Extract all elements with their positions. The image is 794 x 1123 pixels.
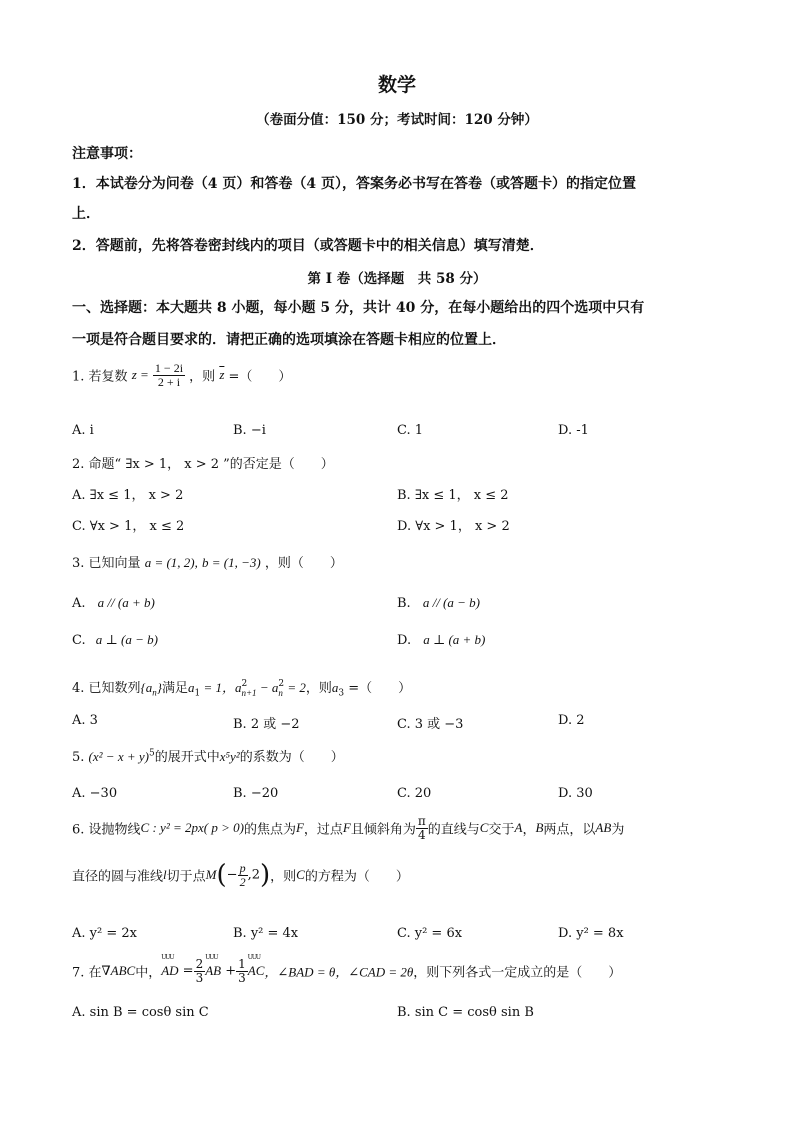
section-intro-2: 一项是符合题目要求的．请把正确的选项填涂在答题卡相应的位置上． [72,332,506,348]
q6-line1f: 交于 [488,822,515,838]
q6-B: B [535,820,544,836]
q7-cond-2: ，∠CAD = 2θ [335,964,414,980]
q6-line1h: 为 [611,822,625,838]
q2-option-c[interactable]: C. ∀x > 1， x ≤ 2 [72,519,185,534]
q7-mid: 中， [135,965,162,981]
question-6-line-2 [72,860,409,891]
q6-line2b: 切于点 [166,869,206,885]
q4-cond-sub: 1 [194,688,201,699]
q6-paren-close: ) [259,860,271,891]
q4-cond-tail: = 1， [200,680,235,695]
q6-parabola: C : y² = 2px( p > 0) [140,820,244,836]
q1-option-c[interactable]: C. 1 [397,423,424,438]
q6-AB: AB [595,820,612,836]
q7-frac-2 [236,958,248,984]
q6-line1g: 两点，以 [543,822,596,838]
q6-p-half [238,862,248,888]
q7-frac-1 [194,958,206,984]
q3-prefix: 3. 已知向量 [72,556,141,571]
q4-option-b[interactable]: B. 2 或 −2 [233,717,300,732]
q2-option-d[interactable]: D. ∀x > 1， x > 2 [397,519,510,534]
section-title: 第 I 卷（选择题 共 58 分） [307,271,487,287]
q1-eq: =（ ） [228,369,292,385]
q3-option-d-expr: a ⊥ (a + b) [423,632,486,647]
q4-ask-sub: 3 [338,688,345,699]
q5-text: 的展开式中 [154,750,220,765]
q6-l: l [163,867,167,883]
q6-line1d: 且倾斜角为 [350,822,416,838]
q6-line1e: 的直线与 [427,822,480,838]
question-3 [72,552,343,571]
q7-option-b[interactable]: B. sin C = cosθ sin B [397,1005,534,1020]
q3-option-d-label: D. [397,633,412,648]
q1-prefix: 1. 若复数 [72,369,128,385]
question-7 [72,958,621,984]
q7-eq: = [178,963,194,979]
q5-option-b[interactable]: B. −20 [233,786,279,801]
question-6-line-1 [72,815,624,841]
q6-angle [416,815,428,841]
q5-option-c[interactable]: C. 20 [397,786,432,801]
q1-z: z = [131,367,149,383]
q7-f1-num: 2 [195,957,204,971]
question-1 [72,362,291,388]
q3-option-a-label: A. [72,596,86,611]
q6-F: F [295,820,304,836]
q4-rec-indices-1 [241,680,256,698]
notes-line-1: 1．本试卷分为问卷（4 页）和答卷（4 页），答案务必书写在答卷（或答题卡）的指定位置 [72,176,636,192]
q5-option-d[interactable]: D. 30 [558,786,593,801]
q4-option-c[interactable]: C. 3 或 −3 [397,717,464,732]
q3-option-a-expr: a // (a + b) [97,595,155,610]
q5-term: x⁵y² [219,749,240,764]
q7-f2-num: 1 [238,957,246,971]
q4-ask: ，则 [305,681,332,696]
q4-seq-sub: n [152,687,157,698]
exam-info: （卷面分值：150 分；考试时间：120 分钟） [256,112,538,128]
q6-line2d: ，则 [270,869,297,885]
notes-line-1-cont: 上． [72,206,100,222]
q6-line1a: 6. 设抛物线 [72,822,141,838]
q1-fraction [153,362,185,388]
q6-C: C [479,820,489,836]
q5-power: 5 [148,748,155,759]
question-2: 2. 命题“ ∃x > 1， x > 2 ”的否定是（ ） [72,457,334,472]
q1-option-d[interactable]: D. -1 [558,423,589,438]
q4-rec-tail: = 2 [284,680,306,695]
q7-option-a[interactable]: A. sin B = cosθ sin C [72,1005,209,1020]
q6-option-b[interactable]: B. y² = 4x [233,926,299,941]
page-title: 数学 [377,74,416,96]
q4-rec-sup-2: 2 [278,678,285,689]
section-intro-1: 一、选择题：本大题共 8 小题，每小题 5 分，共计 40 分，在每小题给出的四个选项中只有 [72,300,645,316]
q3-vector-b: b = (1, −3) [202,555,261,570]
q4-rec-a: a [234,680,242,695]
q6-option-c[interactable]: C. y² = 6x [397,926,463,941]
q7-tail: ，则下列各式一定成立的是（ ） [413,965,622,981]
q4-cond: a [187,680,195,695]
q6-C-2: C [296,867,305,883]
q3-tail: ，则（ ） [264,556,343,571]
q4-rec-sub-1: n+1 [241,687,257,698]
q3-option-b-label: B. [397,596,411,611]
q4-seq: {a [140,680,153,695]
q4-rec-sup-1: 2 [241,678,248,689]
q3-option-b[interactable] [397,595,480,611]
q3-option-d[interactable] [397,632,485,648]
q2-option-a[interactable]: A. ∃x ≤ 1， x > 2 [72,488,184,503]
q7-f1-den: 3 [195,970,204,985]
q6-line2c: ,2 [247,867,260,883]
q6-paren-open: ( [216,860,227,891]
q4-option-d[interactable]: D. 2 [558,713,585,728]
q4-ask-tail: =（ ） [344,681,412,696]
q6-minus: − [226,867,238,883]
q6-line1c: ，过点 [303,822,343,838]
q6-line1b: 的焦点为 [243,822,296,838]
q6-option-a[interactable]: A. y² = 2x [72,926,137,941]
question-5 [72,746,344,765]
q4-rec-sub-2: n [278,687,283,698]
q4-mid: 满足 [161,681,188,696]
q1-option-b[interactable]: B. −i [233,423,266,438]
q3-option-c-label: C. [72,633,86,648]
q3-option-b-expr: a // (a − b) [422,595,480,610]
q3-option-c-expr: a ⊥ (a − b) [95,632,158,647]
q4-ask-a: a [331,680,339,695]
q7-cond-1: ，∠BAD = θ [264,964,336,980]
q6-line2e: 的方程为（ ） [304,869,409,885]
q7-vec-AB: UUU AB [205,963,221,979]
notes-line-2: 2．答题前，先将答卷密封线内的项目（或答题卡中的相关信息）填写清楚． [72,238,544,254]
q3-vector-a: a = (1, 2), [144,555,198,570]
q1-option-a[interactable]: A. i [72,423,94,438]
q7-plus: + [221,963,237,979]
q4-prefix: 4. 已知数列 [72,681,141,696]
question-4 [72,677,411,699]
q6-p-den: 2 [239,874,246,889]
q1-numerator: 1 − 2i [154,361,184,375]
q6-F-2: F [342,820,351,836]
q2-option-b[interactable]: B. ∃x ≤ 1， x ≤ 2 [397,488,509,503]
q6-angle-num: π [417,814,426,828]
q7-triangle: ∇ABC [101,963,136,979]
q6-option-d[interactable]: D. y² = 8x [558,926,624,941]
q6-comma: ， [522,822,536,838]
q6-A: A [514,820,523,836]
q5-prefix: 5. [72,750,85,765]
q5-expr: (x² − x + y) [88,749,149,764]
q5-option-a[interactable]: A. −30 [72,786,118,801]
q1-denominator: 2 + i [157,374,181,389]
q4-option-a[interactable]: A. 3 [72,713,98,728]
q7-vec-AD: UUU AD [161,963,178,979]
q6-M: M [205,867,217,883]
q3-option-c[interactable] [72,632,158,648]
q7-f2-den: 3 [238,970,246,985]
q7-vec-AC: UUU AC [248,963,265,979]
q4-rec-minus: − a [256,680,279,695]
q1-zbar: $\overline{z}$ [219,367,225,383]
q6-line2a: 直径的圆与准线 [72,869,164,885]
q6-p-num: p [239,861,246,875]
q4-seq-close: } [156,680,162,695]
q1-tail: ，则 [189,369,216,385]
notes-heading: 注意事项： [72,146,142,162]
q7-prefix: 7. 在 [72,965,102,981]
q3-option-a[interactable] [72,595,155,611]
q5-tail: 的系数为（ ） [239,750,344,765]
q6-angle-den: 4 [418,827,426,842]
